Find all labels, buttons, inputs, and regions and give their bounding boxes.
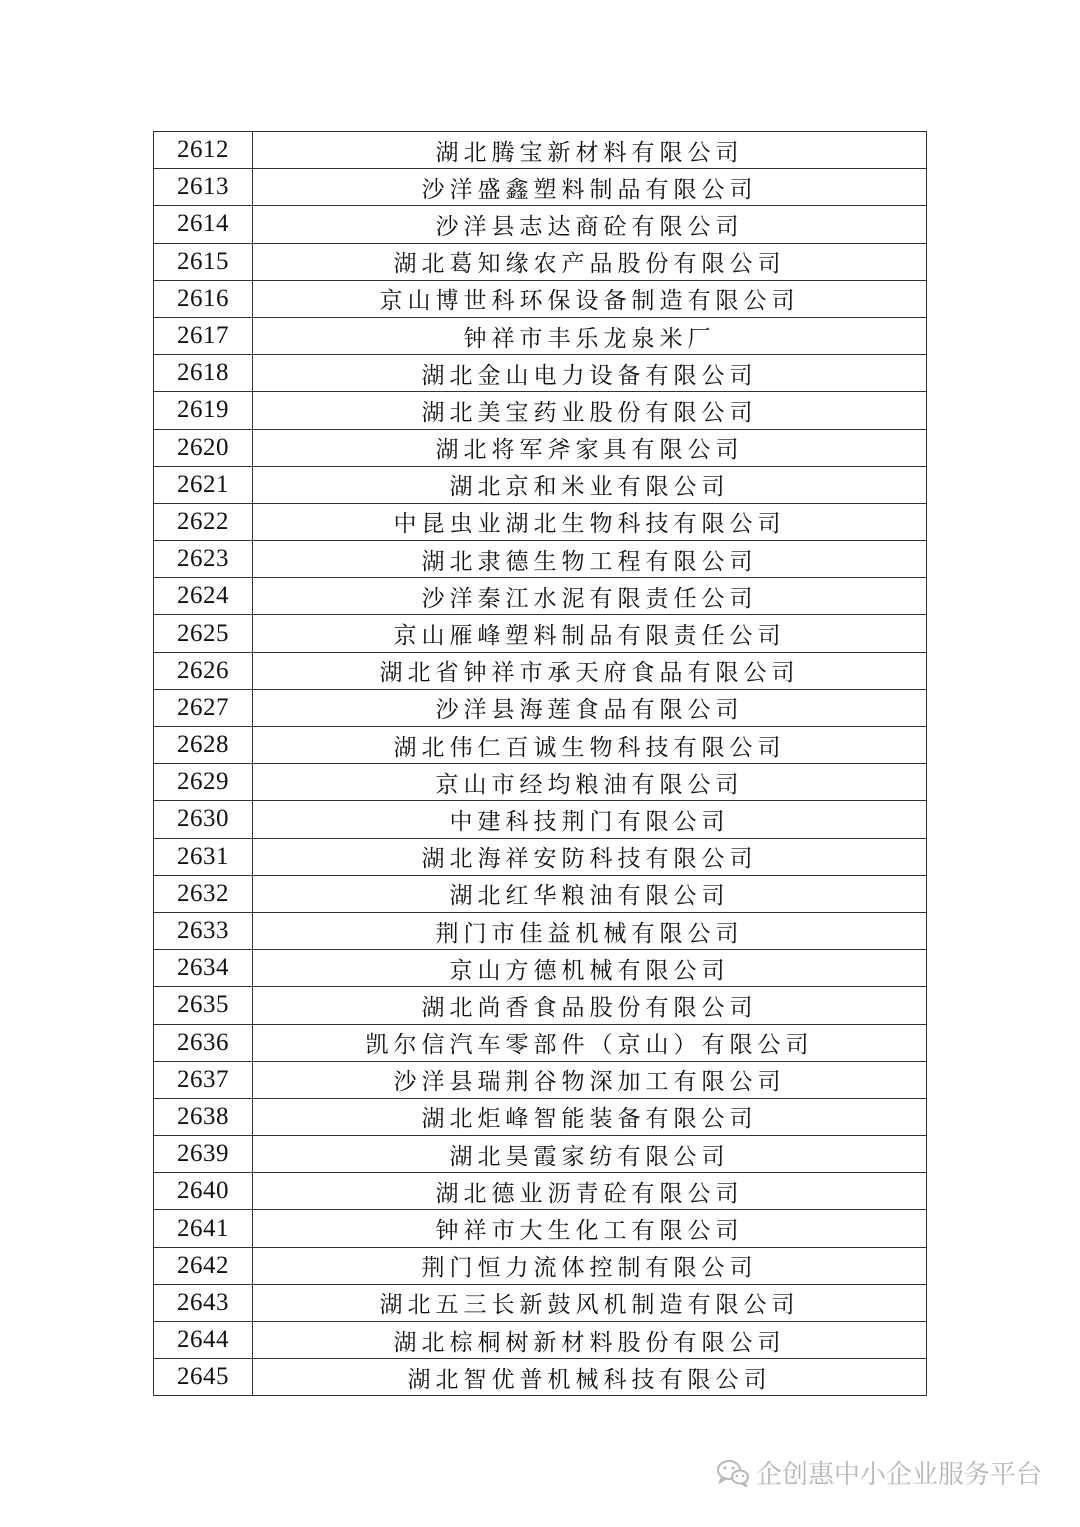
row-number: 2625: [154, 615, 253, 652]
row-number: 2622: [154, 503, 253, 540]
row-number: 2612: [154, 132, 253, 169]
table-row: [154, 503, 927, 540]
company-name: 中昆虫业湖北生物科技有限公司: [253, 503, 927, 540]
row-number: 2635: [154, 987, 253, 1024]
row-number: 2644: [154, 1322, 253, 1359]
company-name: 钟祥市大生化工有限公司: [253, 1210, 927, 1247]
company-name: 湖北美宝药业股份有限公司: [253, 392, 927, 429]
table-row: [154, 578, 927, 615]
company-name: 沙洋县海莲食品有限公司: [253, 689, 927, 726]
row-number: 2629: [154, 764, 253, 801]
company-name: 湖北金山电力设备有限公司: [253, 355, 927, 392]
row-number: 2637: [154, 1061, 253, 1098]
row-number: 2638: [154, 1098, 253, 1135]
table-row: [154, 429, 927, 466]
company-name: 荆门市佳益机械有限公司: [253, 912, 927, 949]
row-number: 2620: [154, 429, 253, 466]
watermark-text: 企创惠中小企业服务平台: [755, 1460, 1042, 1490]
row-number: 2642: [154, 1247, 253, 1284]
table-row: [154, 1359, 927, 1396]
company-name: 沙洋县志达商砼有限公司: [253, 206, 927, 243]
table-row: [154, 206, 927, 243]
row-number: 2645: [154, 1359, 253, 1396]
table-row: [154, 1098, 927, 1135]
company-list-table: [153, 131, 927, 1396]
row-number: 2614: [154, 206, 253, 243]
company-name: 湖北腾宝新材料有限公司: [253, 132, 927, 169]
table-row: [154, 912, 927, 949]
wechat-icon: [716, 1459, 750, 1487]
company-name: 湖北尚香食品股份有限公司: [253, 987, 927, 1024]
table-row: [154, 280, 927, 317]
table-row: [154, 243, 927, 280]
company-name: 湖北隶德生物工程有限公司: [253, 541, 927, 578]
row-number: 2613: [154, 169, 253, 206]
company-name: 京山市经均粮油有限公司: [253, 764, 927, 801]
row-number: 2634: [154, 950, 253, 987]
table-row: [154, 1024, 927, 1061]
table-row: [154, 1173, 927, 1210]
row-number: 2615: [154, 243, 253, 280]
company-name: 湖北棕桐树新材料股份有限公司: [253, 1322, 927, 1359]
company-name: 湖北伟仁百诚生物科技有限公司: [253, 727, 927, 764]
row-number: 2641: [154, 1210, 253, 1247]
table-row: [154, 1284, 927, 1321]
row-number: 2632: [154, 875, 253, 912]
company-name: 钟祥市丰乐龙泉米厂: [253, 317, 927, 354]
company-name: 沙洋盛鑫塑料制品有限公司: [253, 169, 927, 206]
row-number: 2630: [154, 801, 253, 838]
table-row: [154, 317, 927, 354]
company-name: 湖北省钟祥市承天府食品有限公司: [253, 652, 927, 689]
table-row: [154, 392, 927, 429]
row-number: 2617: [154, 317, 253, 354]
table-row: [154, 727, 927, 764]
table-row: [154, 652, 927, 689]
company-name: 湖北德业沥青砼有限公司: [253, 1173, 927, 1210]
table-row: [154, 764, 927, 801]
table-row: [154, 1061, 927, 1098]
row-number: 2633: [154, 912, 253, 949]
company-name: 湖北炬峰智能装备有限公司: [253, 1098, 927, 1135]
company-name: 湖北京和米业有限公司: [253, 466, 927, 503]
company-name: 京山博世科环保设备制造有限公司: [253, 280, 927, 317]
table-row: [154, 1210, 927, 1247]
table-row: [154, 689, 927, 726]
row-number: 2626: [154, 652, 253, 689]
table-body: [154, 132, 927, 1396]
company-name: 京山雁峰塑料制品有限责任公司: [253, 615, 927, 652]
row-number: 2627: [154, 689, 253, 726]
table-row: [154, 950, 927, 987]
company-name: 沙洋秦江水泥有限责任公司: [253, 578, 927, 615]
row-number: 2619: [154, 392, 253, 429]
company-name: 湖北将军斧家具有限公司: [253, 429, 927, 466]
row-number: 2636: [154, 1024, 253, 1061]
table-row: [154, 132, 927, 169]
row-number: 2640: [154, 1173, 253, 1210]
row-number: 2624: [154, 578, 253, 615]
table-row: [154, 987, 927, 1024]
company-name: 湖北五三长新鼓风机制造有限公司: [253, 1284, 927, 1321]
row-number: 2623: [154, 541, 253, 578]
watermark: [716, 1454, 1042, 1491]
company-name: 湖北葛知缘农产品股份有限公司: [253, 243, 927, 280]
table-row: [154, 1136, 927, 1173]
company-name: 荆门恒力流体控制有限公司: [253, 1247, 927, 1284]
row-number: 2616: [154, 280, 253, 317]
company-name: 沙洋县瑞荆谷物深加工有限公司: [253, 1061, 927, 1098]
table-row: [154, 466, 927, 503]
row-number: 2621: [154, 466, 253, 503]
row-number: 2631: [154, 838, 253, 875]
table-row: [154, 615, 927, 652]
table-row: [154, 1322, 927, 1359]
row-number: 2618: [154, 355, 253, 392]
table-row: [154, 875, 927, 912]
table-row: [154, 1247, 927, 1284]
table-row: [154, 801, 927, 838]
row-number: 2628: [154, 727, 253, 764]
company-name: 湖北红华粮油有限公司: [253, 875, 927, 912]
table-row: [154, 541, 927, 578]
company-name: 湖北海祥安防科技有限公司: [253, 838, 927, 875]
company-name: 湖北智优普机械科技有限公司: [253, 1359, 927, 1396]
company-name: 京山方德机械有限公司: [253, 950, 927, 987]
company-name: 凯尔信汽车零部件（京山）有限公司: [253, 1024, 927, 1061]
company-name: 湖北昊霞家纺有限公司: [253, 1136, 927, 1173]
table-row: [154, 838, 927, 875]
row-number: 2639: [154, 1136, 253, 1173]
table-row: [154, 355, 927, 392]
row-number: 2643: [154, 1284, 253, 1321]
table-row: [154, 169, 927, 206]
company-name: 中建科技荆门有限公司: [253, 801, 927, 838]
